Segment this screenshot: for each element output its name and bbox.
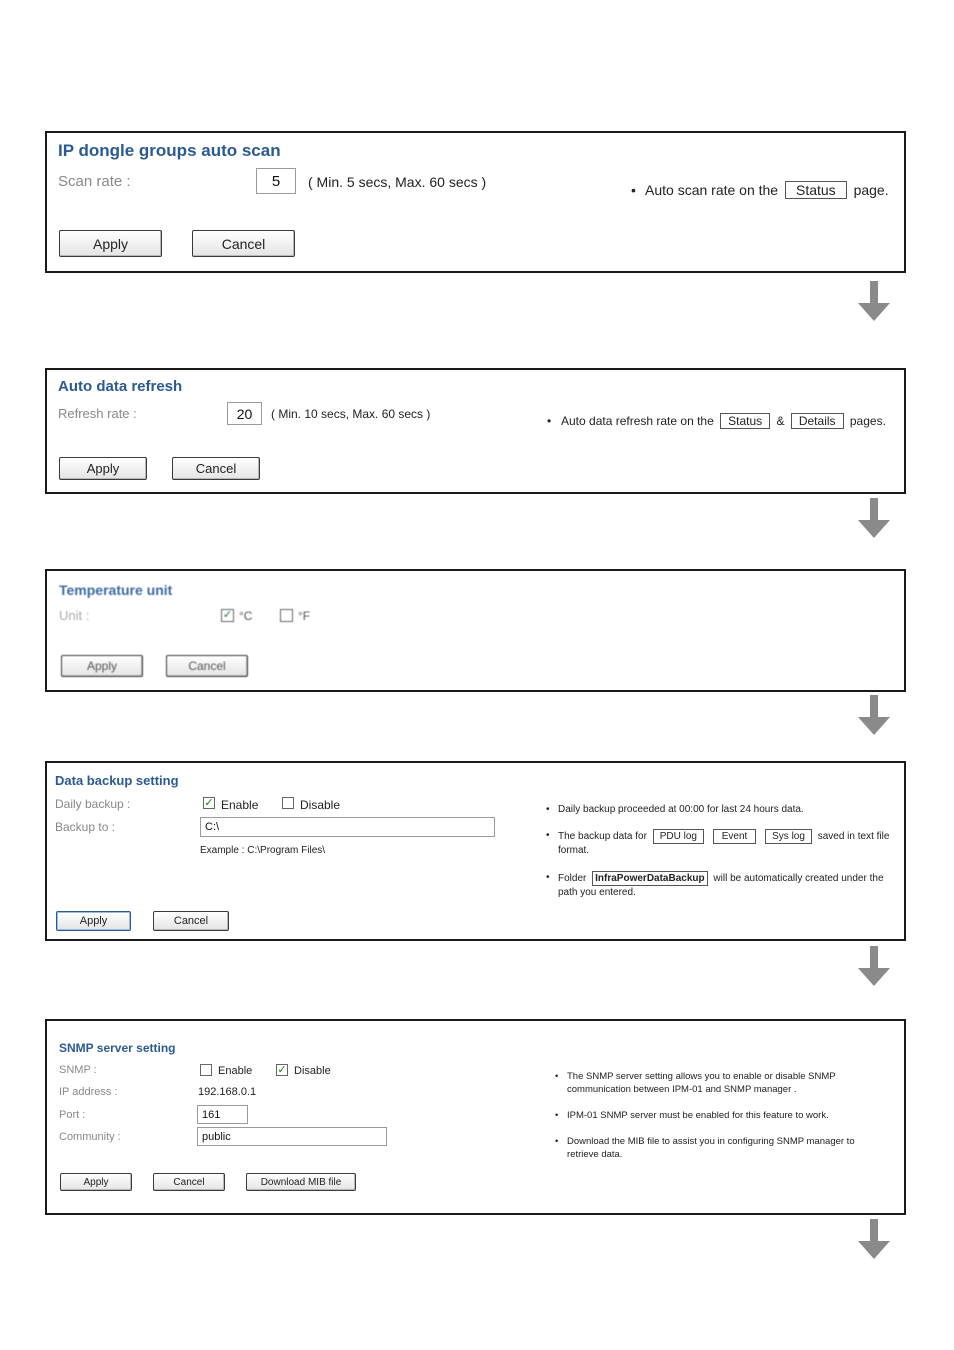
sys-log-chip: Sys log xyxy=(765,829,812,844)
snmp-disable-label: Disable xyxy=(294,1065,331,1077)
backup-apply-button[interactable]: Apply xyxy=(56,911,131,931)
refresh-rate-range: ( Min. 10 secs, Max. 60 secs ) xyxy=(271,407,431,421)
snmp-note-2 xyxy=(555,1109,829,1122)
bullet-dot: • xyxy=(546,830,550,841)
backup-note-3-line2: path you entered. xyxy=(558,887,636,898)
snmp-note-1-line1: The SNMP server setting allows you to enable or disable SNMP xyxy=(567,1071,836,1082)
refresh-rate-input[interactable]: 20 xyxy=(227,402,262,425)
community-input[interactable]: public xyxy=(197,1127,387,1146)
snmp-panel xyxy=(45,1019,906,1215)
snmp-label: SNMP : xyxy=(59,1064,97,1076)
backup-path-input[interactable]: C:\ xyxy=(200,817,495,837)
bullet-dot: • xyxy=(555,1071,559,1082)
download-mib-button[interactable]: Download MIB file xyxy=(246,1173,356,1191)
scan-rate-range: ( Min. 5 secs, Max. 60 secs ) xyxy=(308,174,487,190)
checkmark-icon: ✓ xyxy=(222,609,233,621)
backup-note-1-text: Daily backup proceeded at 00:00 for last 24 hours data. xyxy=(558,804,804,815)
backup-enable-checkbox[interactable] xyxy=(203,797,215,809)
temperature-panel xyxy=(45,569,906,692)
snmp-note-3 xyxy=(555,1135,855,1161)
bullet-dot: • xyxy=(546,804,550,815)
port-label: Port : xyxy=(59,1109,86,1121)
scan-panel xyxy=(45,131,906,273)
bullet-dot: • xyxy=(547,414,552,428)
snmp-enable-checkbox[interactable] xyxy=(200,1064,212,1076)
bullet-dot: • xyxy=(631,182,636,198)
scan-note-end: page. xyxy=(853,182,889,198)
event-chip: Event xyxy=(713,829,757,844)
community-label: Community : xyxy=(59,1131,121,1143)
fahrenheit-checkbox[interactable] xyxy=(280,609,293,622)
snmp-cancel-button[interactable]: Cancel xyxy=(153,1173,225,1191)
folder-name-chip: InfraPowerDataBackup xyxy=(592,871,707,886)
backup-note-1 xyxy=(546,803,804,816)
ip-address-label: IP address : xyxy=(59,1086,118,1098)
scan-note-text: Auto scan rate on the xyxy=(645,182,779,198)
unit-label: Unit : xyxy=(59,608,90,623)
bullet-dot: • xyxy=(555,1136,559,1147)
snmp-enable-label: Enable xyxy=(218,1065,253,1077)
refresh-note xyxy=(547,413,886,429)
snmp-note-1 xyxy=(555,1070,836,1096)
snmp-note-1-line2: communication between IPM-01 and SNMP manager . xyxy=(567,1084,797,1095)
backup-note-2-line2: format. xyxy=(558,845,590,856)
snmp-disable-checkbox[interactable] xyxy=(276,1064,288,1076)
refresh-note-text: Auto data refresh rate on the xyxy=(561,414,714,428)
backup-note-2-text: The backup data for xyxy=(558,831,647,842)
backup-to-label: Backup to : xyxy=(55,820,116,834)
backup-panel xyxy=(45,761,906,941)
refresh-panel-title: Auto data refresh xyxy=(58,378,183,395)
backup-enable-label: Enable xyxy=(221,798,259,812)
pdu-log-chip: PDU log xyxy=(653,829,704,844)
scan-panel-title: IP dongle groups auto scan xyxy=(58,141,281,160)
snmp-note-3-line1: Download the MIB file to assist you in configuring SNMP manager to xyxy=(567,1136,855,1147)
arrow-down-icon xyxy=(857,1219,891,1261)
ip-address-value: 192.168.0.1 xyxy=(198,1086,257,1098)
bullet-dot: • xyxy=(546,872,550,883)
refresh-rate-label: Refresh rate : xyxy=(58,406,137,421)
scan-apply-button[interactable]: Apply xyxy=(59,230,162,257)
status-chip: Status xyxy=(785,181,847,199)
temperature-apply-button[interactable]: Apply xyxy=(61,655,143,677)
checkmark-icon: ✓ xyxy=(277,1064,287,1076)
snmp-note-2-text: IPM-01 SNMP server must be enabled for this feature to work. xyxy=(567,1110,829,1121)
details-chip: Details xyxy=(791,413,844,429)
temperature-cancel-button[interactable]: Cancel xyxy=(166,655,248,677)
backup-note-2 xyxy=(546,829,890,857)
arrow-down-icon xyxy=(857,281,891,323)
scan-cancel-button[interactable]: Cancel xyxy=(192,230,295,257)
snmp-note-3-line2: retrieve data. xyxy=(567,1149,623,1160)
temperature-panel-title: Temperature unit xyxy=(59,582,173,598)
backup-disable-checkbox[interactable] xyxy=(282,797,294,809)
bullet-dot: • xyxy=(555,1110,559,1121)
refresh-cancel-button[interactable]: Cancel xyxy=(172,457,260,480)
scan-rate-input[interactable]: 5 xyxy=(256,168,296,194)
refresh-note-end: pages. xyxy=(849,414,886,428)
backup-example: Example : C:\Program Files\ xyxy=(200,845,326,856)
backup-note-3-end: will be automatically created under the xyxy=(713,873,884,884)
backup-disable-label: Disable xyxy=(300,798,341,812)
scan-rate-label: Scan rate : xyxy=(58,173,131,190)
snmp-panel-title: SNMP server setting xyxy=(59,1041,176,1055)
backup-panel-title: Data backup setting xyxy=(55,773,179,788)
fahrenheit-label: °F xyxy=(298,609,311,623)
scan-note xyxy=(631,181,889,199)
arrow-down-icon xyxy=(857,498,891,540)
port-input[interactable]: 161 xyxy=(197,1105,248,1124)
refresh-panel xyxy=(45,368,906,494)
daily-backup-label: Daily backup : xyxy=(55,797,131,811)
checkmark-icon: ✓ xyxy=(204,797,214,809)
status-chip: Status xyxy=(720,413,770,429)
celsius-label: °C xyxy=(239,609,253,623)
backup-note-2-end: saved in text file xyxy=(817,831,890,842)
backup-note-3-text: Folder xyxy=(558,873,587,884)
refresh-apply-button[interactable]: Apply xyxy=(59,457,147,480)
backup-note-3 xyxy=(546,871,884,899)
arrow-down-icon xyxy=(857,695,891,737)
backup-cancel-button[interactable]: Cancel xyxy=(153,911,229,931)
snmp-apply-button[interactable]: Apply xyxy=(60,1173,132,1191)
arrow-down-icon xyxy=(857,946,891,988)
ampersand: & xyxy=(776,414,785,428)
celsius-checkbox[interactable] xyxy=(221,609,234,622)
